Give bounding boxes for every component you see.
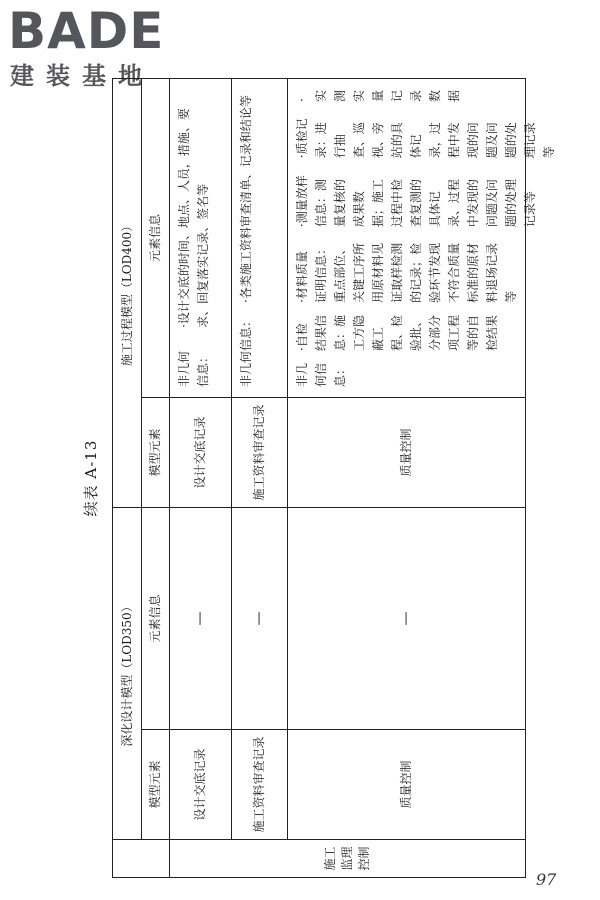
info-line: ·各类施工资料审查清单、记录和结论等 [239,95,253,303]
header-lod400-element: 模型元素 [141,397,169,507]
lod400-info [287,80,556,397]
table-row [287,80,556,839]
category-cell [169,839,525,877]
lod350-info: — [287,507,525,729]
header-blank [113,839,141,877]
lod400-info [231,80,287,397]
lod400-element: 质量控制 [287,397,525,507]
lod350-info: — [231,507,287,729]
lod350-element: 质量控制 [287,729,525,839]
header-lod350: 深化设计模型（LOD350） [113,507,141,839]
header-lod350-element: 模型元素 [141,729,169,839]
lod400-info [169,80,231,397]
lod350-element: 设计交底记录 [169,729,231,839]
table-row [231,80,287,839]
info-line: ·自检结果信息：施工方隐蔽工程、检验批、分部分项工程等的自检结果 [295,314,499,351]
lod350-element: 施工资料审查记录 [231,729,287,839]
info-line: ·设计交底的时间、地点、人员，措施、要求、回复落实记录、签名等 [177,108,210,328]
spec-table [112,78,556,878]
header-lod400-info: 元素信息 [148,214,162,263]
info-line: 非几何信息： [295,362,347,387]
info-line: ·测量放样信息：测量复核的成果数据；施工过程中检查复测的具体记录、过程中发现的问题及问题的处理记录等 [295,175,537,228]
header-group-row [113,79,141,877]
lod400-element: 设计交底记录 [169,397,231,507]
info-line: 非几何信息： [239,314,253,387]
table-row [169,80,231,839]
page-number: 97 [536,870,557,889]
category-label: 施工监理控制 [322,846,371,871]
logo-subtitle: 建装基地 [10,62,154,90]
lod350-info: — [169,507,231,729]
rotated-page [68,78,556,878]
info-line: ·实测实量记录数据 [295,90,461,103]
header-lod400: 施工过程模型（LOD400） [120,219,134,367]
header-column-row [141,79,169,877]
table-caption: 续表 A-13 [82,439,100,517]
logo-wordmark: BADE [8,2,165,60]
info-line: ·质检记录：进行抽查、巡视、旁站的具体记录，过程中发现的问题及问题的处理记录等 [295,118,556,159]
header-lod350-info: 元素信息 [141,507,169,729]
header-blank-2 [141,839,169,877]
lod400-element: 施工资料审查记录 [231,397,287,507]
info-line: 非几何信息： [177,350,210,387]
info-line: ·材料质量证明信息：重点部位、关键工序所用原材料见证取样检测的记录；检验环节发现不符合质量标准的原材料退场记录等 [295,242,518,303]
